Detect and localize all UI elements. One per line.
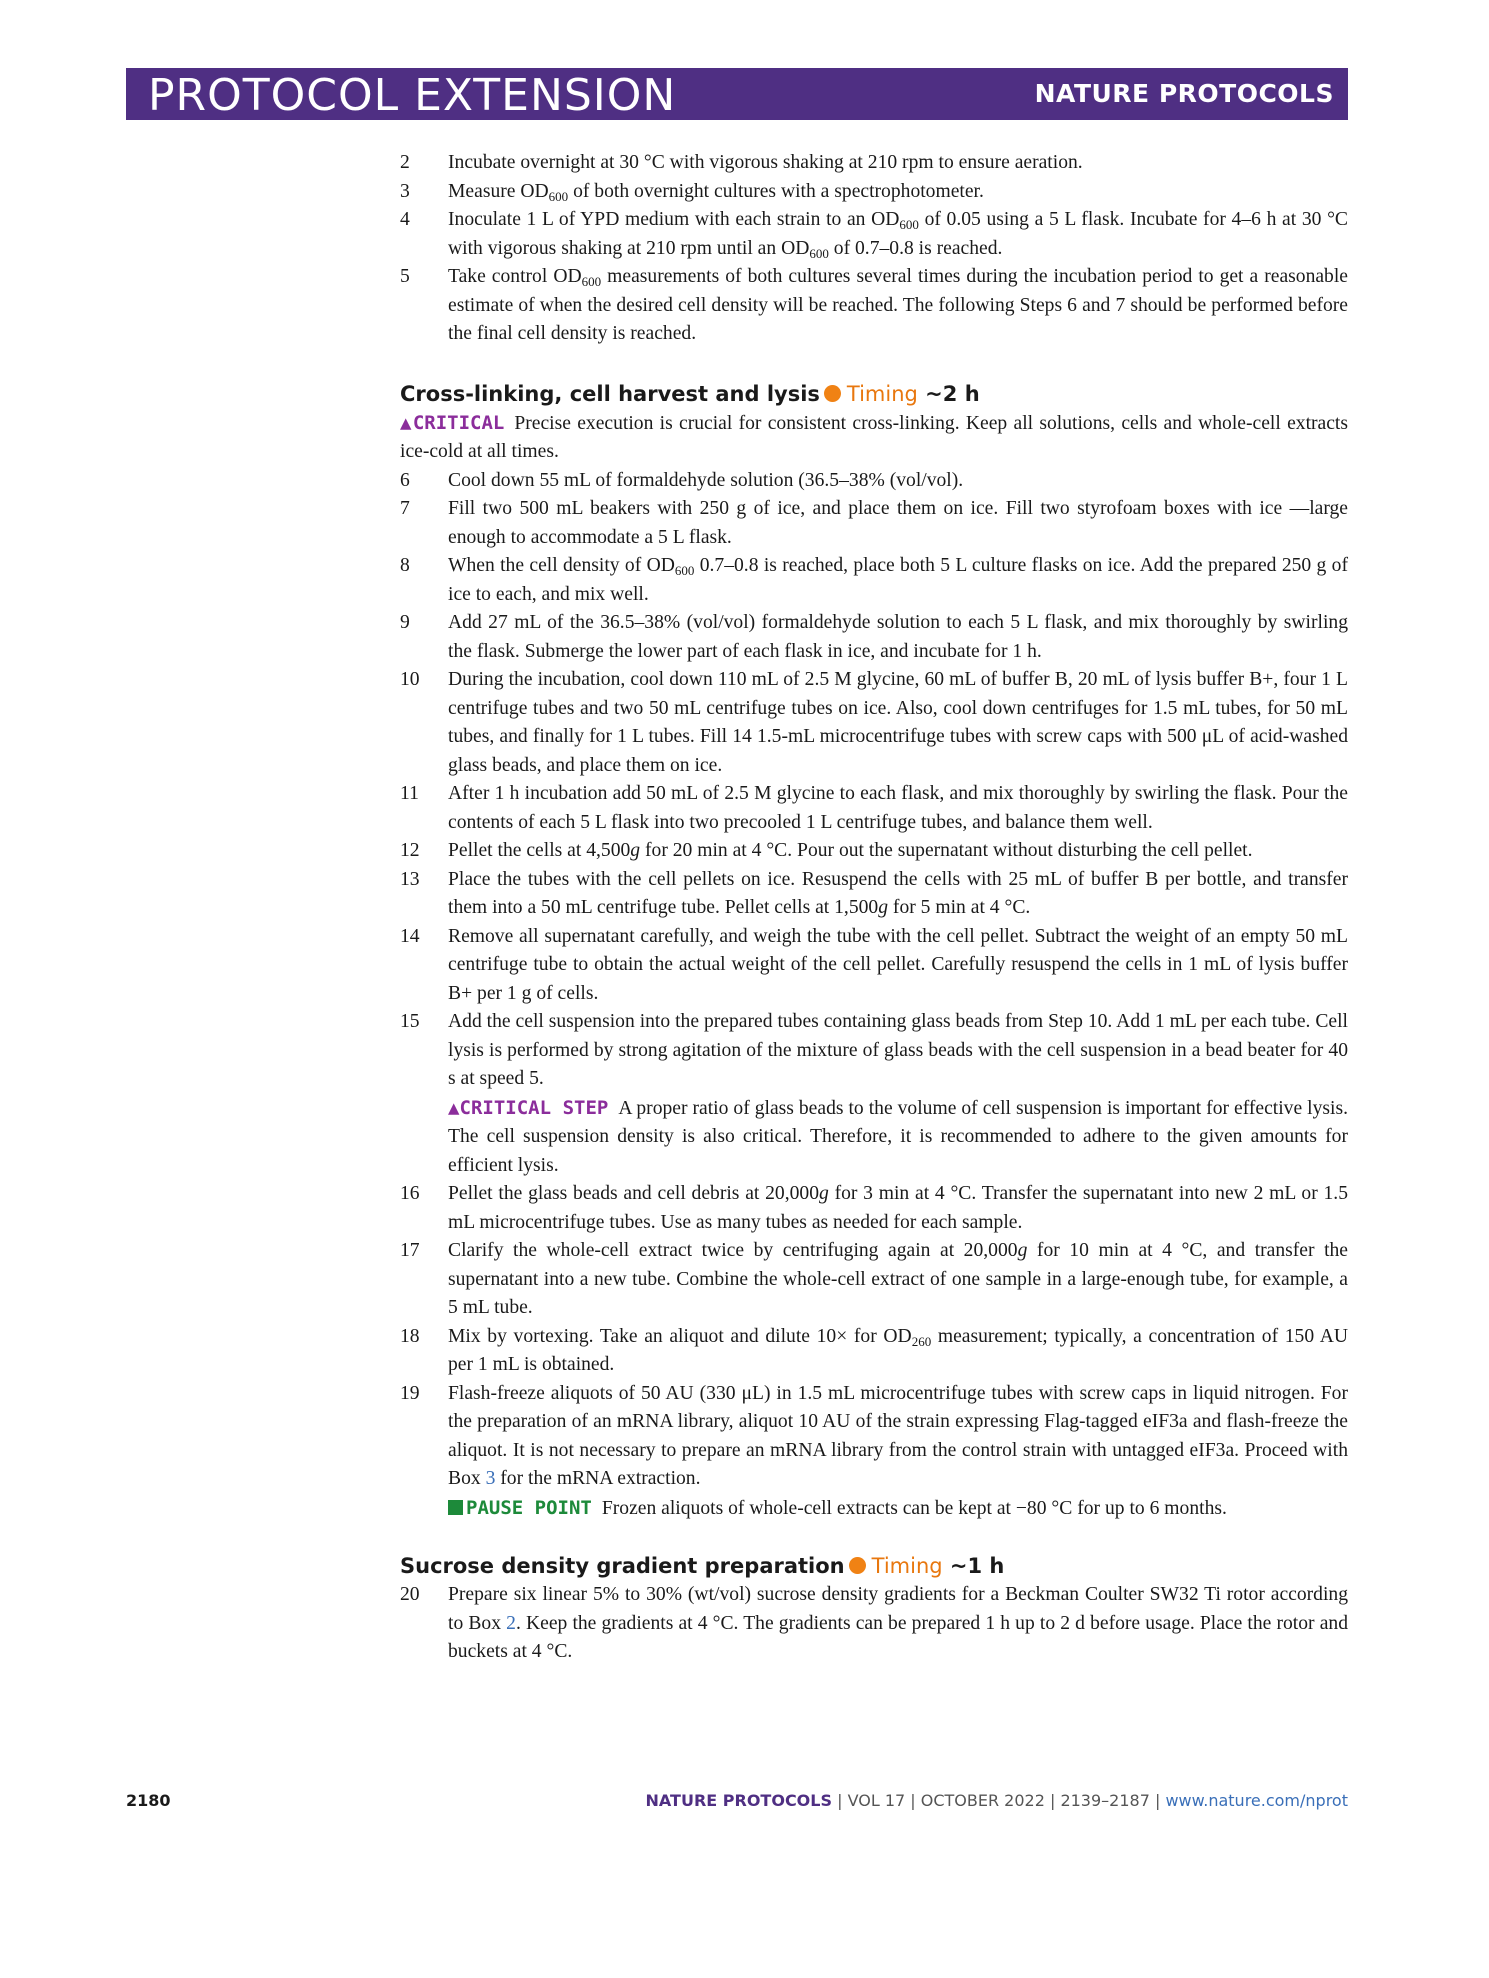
step-number: 7 — [400, 498, 410, 519]
section-title-2: Sucrose density gradient preparation — [400, 1554, 845, 1578]
section-title: Cross-linking, cell harvest and lysis — [400, 381, 820, 406]
step-text: Remove all supernatant carefully, and weigh the tube with the cell pellet. Subtract the weight of an empty 50 mL centrifuge tube to obtain the actual weight of the cell pellet. Carefully resuspend the cells in 1 mL of lysis buffer B+ per 1 g of cells. — [448, 925, 1348, 1004]
step-text: Fill two 500 mL beakers with 250 g of ice, and place them on ice. Fill two styrofoam boxes with ice —large enough to accommodate a 5 L flask. — [448, 498, 1348, 548]
critical-label: ▲CRITICAL — [400, 411, 505, 434]
section-heading-2 — [400, 1551, 1348, 1581]
protocol-step — [400, 1008, 1348, 1094]
footer-journal: NATURE PROTOCOLS — [645, 1791, 832, 1810]
timing-dot-icon — [849, 1557, 866, 1574]
section-heading — [400, 379, 1348, 409]
step-number: 6 — [400, 469, 410, 491]
protocol-step — [400, 1237, 1348, 1323]
page-number: 2180 — [126, 1791, 171, 1810]
step-number: 19 — [400, 1382, 420, 1404]
step-number: 16 — [400, 1183, 420, 1204]
protocol-step — [400, 149, 1348, 178]
main-content — [400, 149, 1348, 1667]
timing-label: Timing — [846, 381, 918, 406]
protocol-step — [400, 923, 1348, 1009]
page-header — [126, 68, 1348, 120]
step-text: Take control $OD_{600}$ measurements of both cultures several times during the incubation period to get a reasonable estimate of when the desired cell density will be reached. The following Steps 6 and 7 should be performed before the final cell density is reached. — [448, 266, 1348, 344]
step-number: 15 — [400, 1011, 420, 1032]
protocol-step — [400, 206, 1348, 263]
critical-step-note — [400, 1094, 1348, 1181]
footer-volume: VOL 17 | OCTOBER 2022 | 2139–2187 | — [847, 1791, 1161, 1810]
footer-citation: NATURE PROTOCOLS | VOL 17 | OCTOBER 2022 | 2139–2187 | www.nature.com/nprot — [645, 1791, 1348, 1810]
protocol-step — [400, 1380, 1348, 1494]
step-number: 10 — [400, 669, 420, 690]
critical-step-text: A proper ratio of glass beads to the volume of cell suspension is important for effective lysis. The cell suspension density is also critical. Therefore, it is recommended to adhere to the given amounts for efficient lysis. — [448, 1097, 1348, 1176]
step-text: Place the tubes with the cell pellets on ice. Resuspend the cells with 25 mL of buffer B per bottle, and transfer them into a 50 mL centrifuge tube. Pellet cells at 1,500g for 5 min at 4 °C. — [448, 868, 1348, 918]
section-label: PROTOCOL EXTENSION — [148, 70, 677, 121]
step-number: 11 — [400, 783, 419, 804]
step-number: 4 — [400, 209, 410, 230]
protocol-step — [400, 263, 1348, 349]
timing-dot-icon — [824, 385, 841, 402]
step-number: 14 — [400, 925, 420, 947]
step-text: Prepare six linear 5% to 30% (wt/vol) sucrose density gradients for a Beckman Coulter SW32 Ti rotor according to Box 2. Keep the gradients at 4 °C. The gradients can be prepared 1 h up to 2 d before usage. Place the rotor and buckets at 4 °C. — [448, 1584, 1348, 1662]
step-text: Flash-freeze aliquots of 50 AU (330 μL) in 1.5 mL microcentrifuge tubes with screw caps in liquid nitrogen. For the preparation of an mRNA library, aliquot 10 AU of the strain expressing Flag-tagged eIF3a and flash-freeze the aliquot. It is not necessary to prepare an mRNA library from the control strain with untagged eIF3a. Proceed with Box 3 for the mRNA extraction. — [448, 1382, 1348, 1489]
step-text: Pellet the glass beads and cell debris at 20,000g for 3 min at 4 °C. Transfer the supernatant into new 2 mL or 1.5 mL microcentrifuge tubes. Use as many tubes as needed for each sample. — [448, 1183, 1348, 1233]
step-text: During the incubation, cool down 110 mL of 2.5 M glycine, 60 mL of buffer B, 20 mL of lysis buffer B+, four 1 L centrifuge tubes and two 50 mL centrifuge tubes on ice. Also, cool down centrifuges for 1.5 mL tubes, for 50 mL tubes, and finally for 1 L tubes. Fill 14 1.5-mL microcentrifuge tubes with screw caps with 500 μL of acid-washed glass beads, and place them on ice. — [448, 669, 1348, 776]
critical-step-label: ▲CRITICAL STEP — [448, 1096, 609, 1119]
step-text: Add 27 mL of the 36.5–38% (vol/vol) formaldehyde solution to each 5 L flask, and mix thoroughly by swirling the flask. Submerge the lower part of each flask in ice, and incubate for 1 h. — [448, 612, 1348, 662]
step-number: 12 — [400, 840, 420, 861]
step-text: Inoculate 1 L of YPD medium with each strain to an $OD_{600}$ of 0.05 using a 5 L flask. Incubate for 4–6 h at 30 °C with vigorous shaking at 210 rpm until an $OD_{600}$ of 0.7–0.8 is reached. — [448, 209, 1348, 261]
protocol-step — [400, 666, 1348, 780]
timing-value-2: ~1 h — [949, 1554, 1005, 1578]
step-text: Incubate overnight at 30 °C with vigorous shaking at 210 rpm to ensure aeration. — [448, 152, 1083, 173]
step-text: When the cell density of $OD_{600}$ 0.7–0.8 is reached, place both 5 L culture flasks on ice. Add the prepared 250 g of ice to each, and mix well. — [448, 555, 1348, 605]
steps-group-c — [400, 1180, 1348, 1494]
protocol-step — [400, 609, 1348, 666]
steps-group-b — [400, 467, 1348, 1094]
step-number: 20 — [400, 1584, 420, 1605]
step-text: After 1 h incubation add 50 mL of 2.5 M glycine to each flask, and mix thoroughly by swirling the flask. Pour the contents of each 5 L flask into two precooled 1 L centrifuge tubes, and balance them well. — [448, 783, 1348, 833]
step-number: 8 — [400, 555, 410, 576]
step-number: 9 — [400, 612, 410, 633]
critical-note — [400, 409, 1348, 467]
step-number: 17 — [400, 1240, 420, 1261]
step-number: 5 — [400, 266, 410, 287]
protocol-step — [400, 1581, 1348, 1667]
step-number: 18 — [400, 1325, 420, 1347]
timing-label-2: Timing — [871, 1554, 943, 1578]
footer-url-link[interactable]: www.nature.com/nprot — [1165, 1791, 1348, 1810]
pause-text: Frozen aliquots of whole-cell extracts can be kept at −80 °C for up to 6 months. — [601, 1497, 1227, 1519]
steps-group-d — [400, 1581, 1348, 1667]
timing-value: ~2 h — [925, 381, 980, 406]
step-text: Measure $OD_{600}$ of both overnight cultures with a spectrophotometer. — [448, 180, 984, 204]
pause-label: PAUSE POINT — [466, 1496, 592, 1519]
critical-text: Precise execution is crucial for consistent cross-linking. Keep all solutions, cells and whole-cell extracts ice-cold at all times. — [400, 412, 1348, 462]
step-number: 3 — [400, 180, 410, 202]
step-text: Mix by vortexing. Take an aliquot and dilute 10× for $OD_{260}$ measurement; typically, a concentration of 150 AU per 1 mL is obtained. — [448, 1325, 1348, 1375]
journal-label: NATURE PROTOCOLS — [1034, 79, 1334, 108]
protocol-step — [400, 552, 1348, 609]
protocol-step — [400, 467, 1348, 496]
protocol-step — [400, 1323, 1348, 1380]
step-text: Add the cell suspension into the prepared tubes containing glass beads from Step 10. Add 1 mL per each tube. Cell lysis is performed by strong agitation of the mixture of glass beads with the cell suspension in a bead beater for 40 s at speed 5. — [448, 1011, 1348, 1089]
protocol-step — [400, 866, 1348, 923]
step-number: 2 — [400, 152, 410, 173]
step-number: 13 — [400, 868, 420, 890]
protocol-step — [400, 837, 1348, 866]
pause-square-icon — [448, 1500, 463, 1515]
step-text: Cool down 55 mL of formaldehyde solution (36.5–38% (vol/vol). — [448, 469, 964, 491]
step-text: Clarify the whole-cell extract twice by centrifuging again at 20,000g for 10 min at 4 °C, and transfer the supernatant into a new tube. Combine the whole-cell extract of one sample in a large-enough tube, for example, a 5 mL tube. — [448, 1240, 1349, 1318]
protocol-step — [400, 495, 1348, 552]
protocol-step — [400, 780, 1348, 837]
steps-group-a — [400, 149, 1348, 349]
step-text: Pellet the cells at 4,500g for 20 min at 4 °C. Pour out the supernatant without disturbing the cell pellet. — [448, 840, 1253, 861]
protocol-step — [400, 1180, 1348, 1237]
pause-point-note — [400, 1494, 1348, 1524]
protocol-step — [400, 178, 1348, 207]
